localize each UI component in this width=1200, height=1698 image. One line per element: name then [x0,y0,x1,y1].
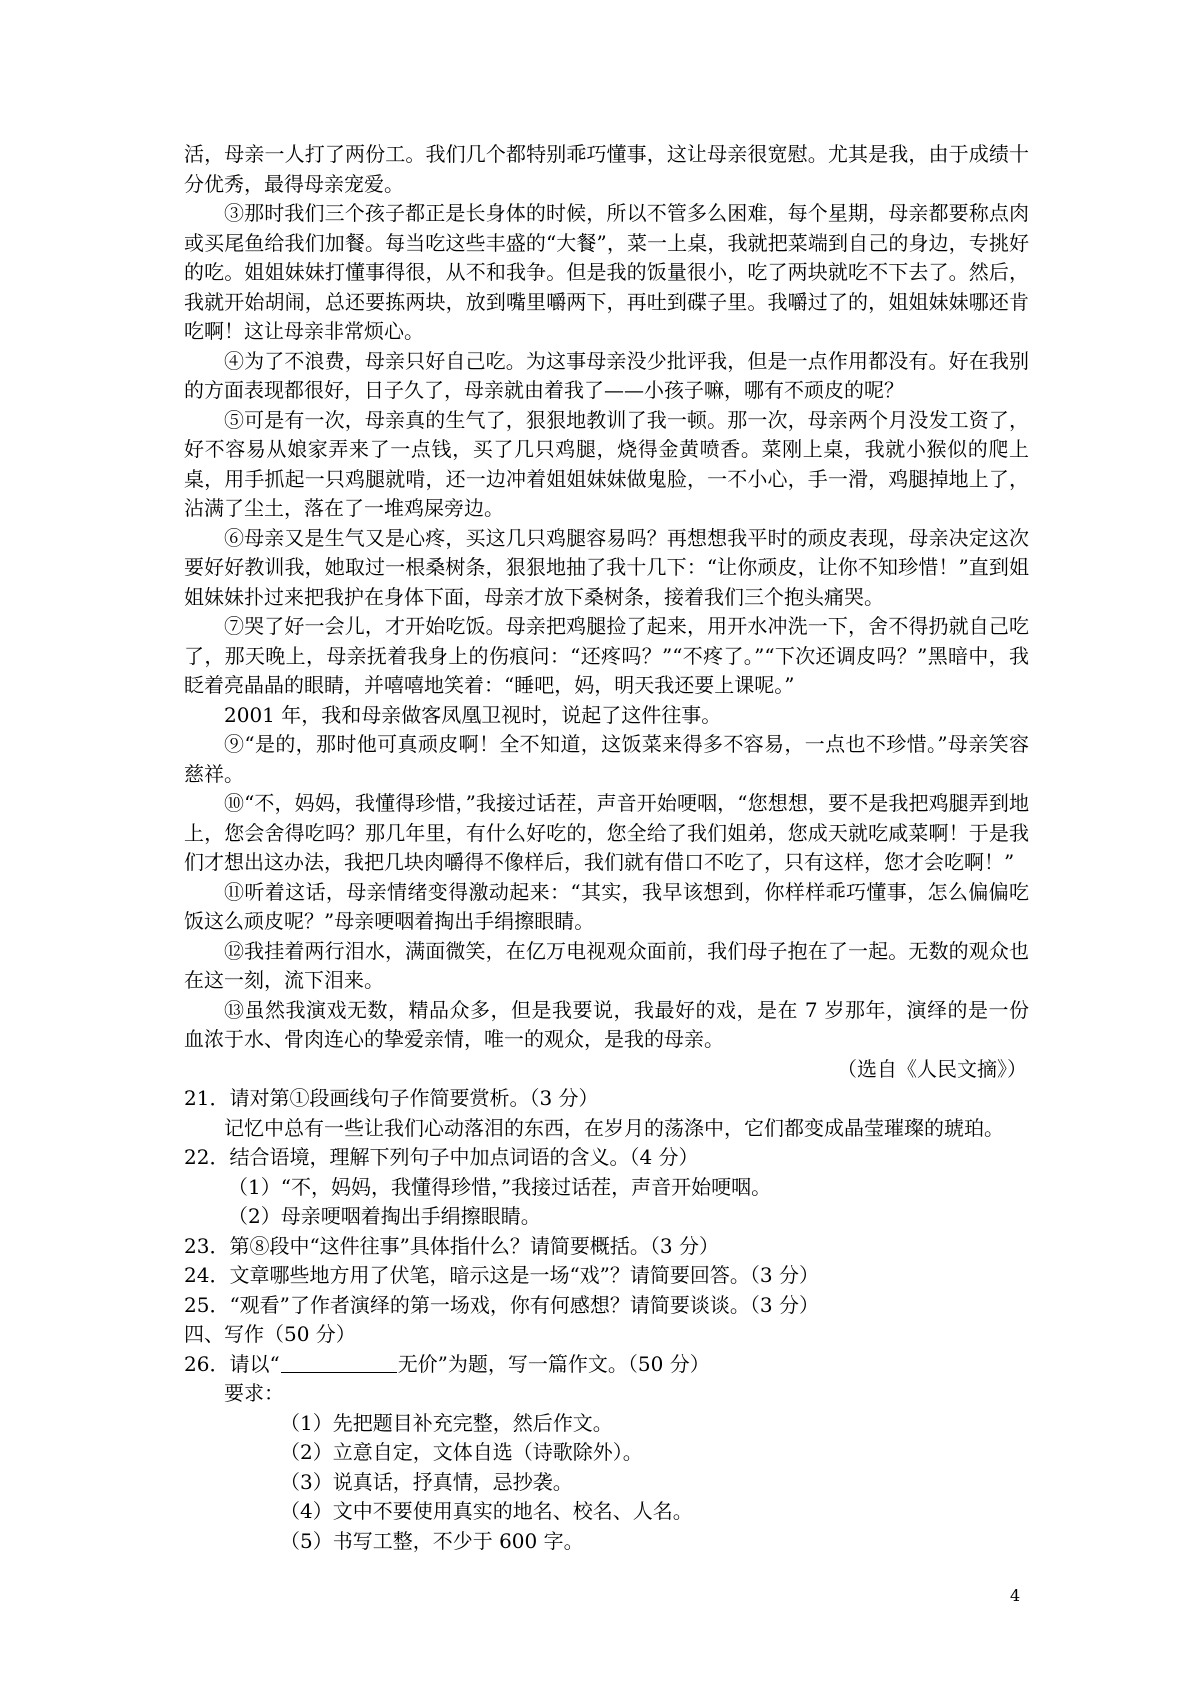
section-heading-writing: 四、写作（50 分） [184,1322,356,1346]
page-number: 4 [1010,1586,1021,1605]
question-21: 21．请对第①段画线句子作简要赏析。（3 分） [184,1086,599,1110]
passage-paragraph-12: ⑫我挂着两行泪水，满面微笑，在亿万电视观众面前，我们母子抱在了一起。无数的观众也在这一刻，流下泪来。 [184,938,1029,992]
question-24: 24．文章哪些地方用了伏笔，暗示这是一场“戏”？请简要回答。（3 分） [184,1263,819,1287]
passage-paragraph-intro: 活，母亲一人打了两份工。我们几个都特别乖巧懂事，这让母亲很宽慰。尤其是我，由于成绩十分优秀，最得母亲宠爱。 [184,142,1029,196]
requirements-label: 要求： [224,1381,284,1405]
passage-paragraph-9: ⑨“是的，那时他可真顽皮啊！全不知道，这饭菜来得多不容易，一点也不珍惜。”母亲笑容慈祥。 [184,732,1029,786]
passage-paragraph-11: ⑪听着这话，母亲情绪变得激动起来：“其实，我早该想到，你样样乖巧懂事，怎么偏偏吃饭这么顽皮呢？”母亲哽咽着掏出手绢擦眼睛。 [184,879,1029,933]
requirement-4: （4）文中不要使用真实的地名、校名、人名。 [280,1499,693,1523]
passage-source: （选自《人民文摘》） [837,1056,1027,1081]
title-blank [281,1352,397,1373]
passage-paragraph-7: ⑦哭了好一会儿，才开始吃饭。母亲把鸡腿捡了起来，用开水冲洗一下，舍不得扔就自己吃了，那天晚上，母亲抚着我身上的伤痕问：“还疼吗？”“不疼了。”“下次还调皮吗？”黑暗中，我眨着亮晶晶的眼睛，并嘻嘻地笑着：“睡吧，妈，明天我还要上课呢。” [184,614,1029,697]
requirement-1: （1）先把题目补充完整，然后作文。 [280,1410,613,1435]
passage-paragraph-3: ③那时我们三个孩子都正是长身体的时候，所以不管多么困难，每个星期，母亲都要称点肉或买尾鱼给我们加餐。每当吃这些丰盛的“大餐”，菜一上桌，我就把菜端到自己的身边，专挑好的吃。姐姐妹妹打懂事得很，从不和我争。但是我的饭量很小，吃了两块就吃不下去了。然后，我就开始胡闹，总还要拣两块，放到嘴里嚼两下，再吐到碟子里。我嚼过了的，姐姐妹妹哪还肯吃啊！这让母亲非常烦心。 [184,201,1029,343]
question-22-item-2: （2）母亲哽咽着掏出手绢擦眼睛。 [228,1204,541,1228]
passage-paragraph-13: ⑬虽然我演戏无数，精品众多，但是我要说，我最好的戏，是在 7 岁那年，演绎的是一份血浓于水、骨肉连心的挚爱亲情，唯一的观众，是我的母亲。 [184,997,1029,1051]
question-22-item-1: （1）“不，妈妈，我懂得珍惜，”我接过话茬，声音开始哽咽。 [228,1174,772,1199]
question-23: 23．第⑧段中“这件往事”具体指什么？请简要概括。（3 分） [184,1233,719,1258]
question-26 [184,1350,1029,1380]
passage-paragraph-10: ⑩“不，妈妈，我懂得珍惜，”我接过话茬，声音开始哽咽，“您想想，要不是我把鸡腿弄到地上，您会舍得吃吗？那几年里，有什么好吃的，您全给了我们姐弟，您成天就吃咸菜啊！于是我们才想出这办法，我把几块肉嚼得不像样后，我们就有借口不吃了，只有这样，您才会吃啊！” [184,791,1029,874]
question-25: 25．“观看”了作者演绎的第一场戏，你有何感想？请简要谈谈。（3 分） [184,1292,819,1317]
question-21-sentence: 记忆中总有一些让我们心动落泪的东西，在岁月的荡涤中，它们都变成晶莹璀璨的琥珀。 [224,1115,1004,1140]
question-22: 22．结合语境，理解下列句子中加点词语的含义。（4 分） [184,1145,699,1169]
document-page [184,140,1029,1556]
passage-paragraph-4: ④为了不浪费，母亲只好自己吃。为这事母亲没少批评我，但是一点作用都没有。好在我别的方面表现都很好，日子久了，母亲就由着我了——小孩子嘛，哪有不顽皮的呢？ [184,348,1029,402]
requirement-5: （5）书写工整，不少于 600 字。 [280,1528,584,1553]
requirement-2: （2）立意自定，文体自选（诗歌除外）。 [280,1440,643,1464]
passage-paragraph-5: ⑤可是有一次，母亲真的生气了，狠狠地教训了我一顿。那一次，母亲两个月没发工资了，好不容易从娘家弄来了一点钱，买了几只鸡腿，烧得金黄喷香。菜刚上桌，我就小猴似的爬上桌，用手抓起一只鸡腿就啃，还一边冲着姐姐妹妹做鬼脸，一不小心，手一滑，鸡腿掉地上了，沾满了尘土，落在了一堆鸡屎旁边。 [184,407,1029,520]
passage-paragraph-6: ⑥母亲又是生气又是心疼，买这几只鸡腿容易吗？再想想我平时的顽皮表现，母亲决定这次要好好教训我，她取过一根桑树条，狠狠地抽了我十几下：“让你顽皮，让你不知珍惜！”直到姐姐妹妹扑过来把我护在身体下面，母亲才放下桑树条，接着我们三个抱头痛哭。 [184,525,1029,609]
requirement-3: （3）说真话，抒真情，忌抄袭。 [280,1469,573,1494]
question-26-prefix: 26．请以“ [184,1351,280,1376]
question-26-suffix: 无价”为题，写一篇作文。（50 分） [397,1351,710,1376]
passage-paragraph-8: 2001 年，我和母亲做客凤凰卫视时，说起了这件往事。 [224,702,722,727]
